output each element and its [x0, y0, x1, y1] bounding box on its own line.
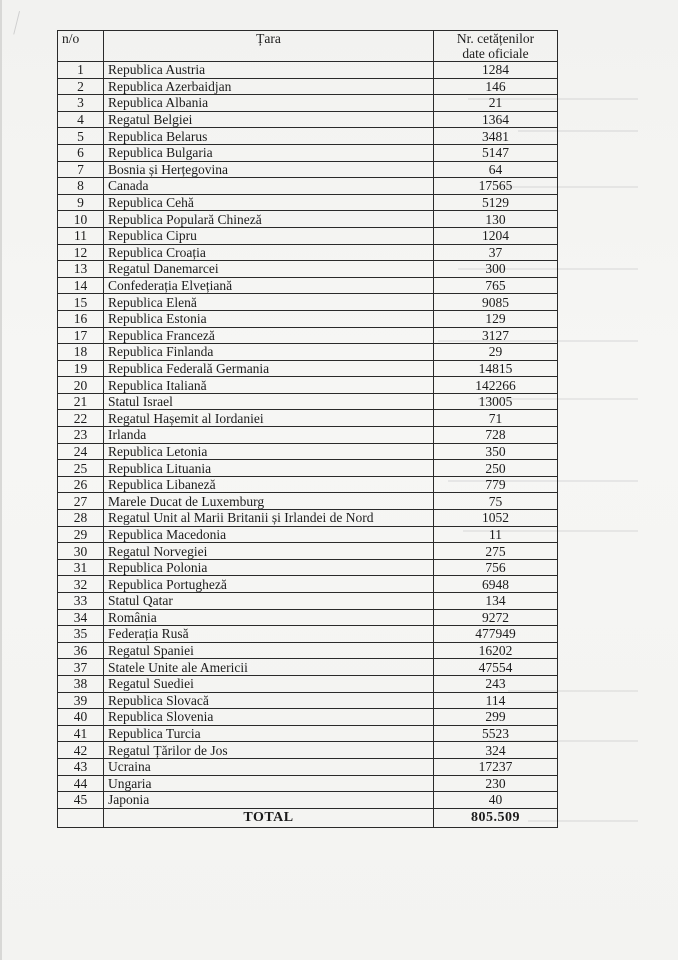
- row-country: Republica Libaneză: [104, 476, 434, 493]
- table-row: [58, 709, 558, 726]
- row-number: 9: [58, 194, 104, 211]
- row-count: 1284: [434, 62, 558, 79]
- row-count: 324: [434, 742, 558, 759]
- row-number: 15: [58, 294, 104, 311]
- row-number: 25: [58, 460, 104, 477]
- total-blank-cell: [58, 808, 104, 827]
- citizens-table: [57, 30, 558, 828]
- row-country: Regatul Suediei: [104, 675, 434, 692]
- row-number: 32: [58, 576, 104, 593]
- row-country: Republica Finlanda: [104, 344, 434, 361]
- row-country: Republica Franceză: [104, 327, 434, 344]
- row-country: Confederația Elvețiană: [104, 277, 434, 294]
- table-row: [58, 659, 558, 676]
- row-count: 146: [434, 78, 558, 95]
- row-number: 20: [58, 377, 104, 394]
- table-row: [58, 758, 558, 775]
- row-count: 114: [434, 692, 558, 709]
- row-number: 44: [58, 775, 104, 792]
- row-number: 34: [58, 609, 104, 626]
- row-number: 40: [58, 709, 104, 726]
- table-row: [58, 510, 558, 527]
- row-country: Statele Unite ale Americii: [104, 659, 434, 676]
- row-country: Irlanda: [104, 427, 434, 444]
- table-row: [58, 360, 558, 377]
- row-number: 6: [58, 144, 104, 161]
- table-row: [58, 95, 558, 112]
- row-count: 243: [434, 675, 558, 692]
- row-count: 756: [434, 559, 558, 576]
- row-count: 5523: [434, 725, 558, 742]
- row-number: 14: [58, 277, 104, 294]
- row-count: 13005: [434, 393, 558, 410]
- row-number: 30: [58, 543, 104, 560]
- table-row: [58, 692, 558, 709]
- row-number: 23: [58, 427, 104, 444]
- header-count-line1: Nr. cetățenilor: [456, 31, 535, 46]
- row-number: 26: [58, 476, 104, 493]
- row-number: 31: [58, 559, 104, 576]
- table-row: [58, 775, 558, 792]
- row-number: 16: [58, 310, 104, 327]
- row-country: Ucraina: [104, 758, 434, 775]
- header-count-line2: date oficiale: [462, 46, 529, 61]
- table-row: [58, 476, 558, 493]
- row-number: 35: [58, 626, 104, 643]
- row-number: 21: [58, 393, 104, 410]
- row-country: Regatul Unit al Marii Britanii și Irlandei de Nord: [104, 510, 434, 527]
- row-number: 10: [58, 211, 104, 228]
- row-country: Republica Turcia: [104, 725, 434, 742]
- row-country: Republica Cehă: [104, 194, 434, 211]
- row-country: Republica Albania: [104, 95, 434, 112]
- row-number: 8: [58, 178, 104, 195]
- row-count: 5129: [434, 194, 558, 211]
- row-country: Republica Cipru: [104, 227, 434, 244]
- row-number: 29: [58, 526, 104, 543]
- row-count: 17237: [434, 758, 558, 775]
- row-country: Marele Ducat de Luxemburg: [104, 493, 434, 510]
- row-count: 29: [434, 344, 558, 361]
- table-row: [58, 310, 558, 327]
- row-count: 142266: [434, 377, 558, 394]
- table-row: [58, 443, 558, 460]
- row-number: 19: [58, 360, 104, 377]
- row-number: 45: [58, 792, 104, 809]
- row-number: 37: [58, 659, 104, 676]
- row-country: Regatul Spaniei: [104, 642, 434, 659]
- row-country: Republica Letonia: [104, 443, 434, 460]
- row-country: Republica Polonia: [104, 559, 434, 576]
- row-count: 129: [434, 310, 558, 327]
- row-count: 250: [434, 460, 558, 477]
- table-row: [58, 410, 558, 427]
- row-count: 134: [434, 593, 558, 610]
- table-row: [58, 144, 558, 161]
- row-country: Republica Bulgaria: [104, 144, 434, 161]
- table-row: [58, 593, 558, 610]
- table-row: [58, 609, 558, 626]
- row-country: Republica Italiană: [104, 377, 434, 394]
- table-row: [58, 62, 558, 79]
- row-number: 1: [58, 62, 104, 79]
- row-count: 477949: [434, 626, 558, 643]
- row-number: 22: [58, 410, 104, 427]
- row-count: 350: [434, 443, 558, 460]
- row-count: 5147: [434, 144, 558, 161]
- table-row: [58, 194, 558, 211]
- row-number: 33: [58, 593, 104, 610]
- row-number: 18: [58, 344, 104, 361]
- row-number: 39: [58, 692, 104, 709]
- row-count: 300: [434, 261, 558, 278]
- row-country: Statul Israel: [104, 393, 434, 410]
- total-label: TOTAL: [104, 808, 434, 827]
- row-number: 12: [58, 244, 104, 261]
- row-count: 1204: [434, 227, 558, 244]
- row-country: Bosnia și Herțegovina: [104, 161, 434, 178]
- row-country: Republica Federală Germania: [104, 360, 434, 377]
- row-country: Regatul Țărilor de Jos: [104, 742, 434, 759]
- row-count: 11: [434, 526, 558, 543]
- header-nr: n/o: [58, 31, 104, 62]
- header-count: [434, 31, 558, 62]
- row-country: Republica Estonia: [104, 310, 434, 327]
- row-count: 765: [434, 277, 558, 294]
- row-number: 7: [58, 161, 104, 178]
- table-row: [58, 460, 558, 477]
- row-country: Canada: [104, 178, 434, 195]
- row-count: 728: [434, 427, 558, 444]
- table-row: [58, 294, 558, 311]
- total-value: 805.509: [434, 808, 558, 827]
- row-count: 71: [434, 410, 558, 427]
- row-count: 75: [434, 493, 558, 510]
- table-row: [58, 675, 558, 692]
- row-country: România: [104, 609, 434, 626]
- row-count: 21: [434, 95, 558, 112]
- table-row: [58, 128, 558, 145]
- table-row: [58, 244, 558, 261]
- row-country: Republica Belarus: [104, 128, 434, 145]
- row-count: 1052: [434, 510, 558, 527]
- row-number: 42: [58, 742, 104, 759]
- table-row: [58, 227, 558, 244]
- row-country: Republica Macedonia: [104, 526, 434, 543]
- row-count: 9085: [434, 294, 558, 311]
- row-count: 3481: [434, 128, 558, 145]
- row-number: 5: [58, 128, 104, 145]
- table-row: [58, 626, 558, 643]
- row-country: Republica Lituania: [104, 460, 434, 477]
- table-header-row: [58, 31, 558, 62]
- total-row: [58, 808, 558, 827]
- table-row: [58, 277, 558, 294]
- row-country: Republica Populară Chineză: [104, 211, 434, 228]
- row-number: 36: [58, 642, 104, 659]
- pen-mark: [13, 11, 29, 37]
- row-country: Regatul Hașemit al Iordaniei: [104, 410, 434, 427]
- row-count: 40: [434, 792, 558, 809]
- table-row: [58, 78, 558, 95]
- row-country: Republica Elenă: [104, 294, 434, 311]
- row-number: 3: [58, 95, 104, 112]
- table-row: [58, 111, 558, 128]
- page-edge-shadow: [0, 0, 2, 960]
- row-country: Republica Austria: [104, 62, 434, 79]
- row-country: Japonia: [104, 792, 434, 809]
- row-count: 779: [434, 476, 558, 493]
- table-row: [58, 792, 558, 809]
- table-row: [58, 543, 558, 560]
- row-country: Federația Rusă: [104, 626, 434, 643]
- table-row: [58, 261, 558, 278]
- header-country: Țara: [104, 31, 434, 62]
- row-country: Republica Azerbaidjan: [104, 78, 434, 95]
- row-number: 2: [58, 78, 104, 95]
- table-row: [58, 178, 558, 195]
- row-count: 275: [434, 543, 558, 560]
- table-row: [58, 725, 558, 742]
- table-row: [58, 526, 558, 543]
- table-row: [58, 327, 558, 344]
- row-count: 1364: [434, 111, 558, 128]
- table-row: [58, 377, 558, 394]
- row-count: 64: [434, 161, 558, 178]
- row-number: 24: [58, 443, 104, 460]
- row-country: Republica Portugheză: [104, 576, 434, 593]
- row-count: 3127: [434, 327, 558, 344]
- table-row: [58, 642, 558, 659]
- table-row: [58, 493, 558, 510]
- table-body: [58, 62, 558, 809]
- table-row: [58, 393, 558, 410]
- row-number: 28: [58, 510, 104, 527]
- row-number: 4: [58, 111, 104, 128]
- row-country: Republica Croația: [104, 244, 434, 261]
- table-row: [58, 211, 558, 228]
- row-number: 13: [58, 261, 104, 278]
- row-country: Ungaria: [104, 775, 434, 792]
- row-number: 27: [58, 493, 104, 510]
- row-count: 6948: [434, 576, 558, 593]
- table-row: [58, 161, 558, 178]
- table-row: [58, 742, 558, 759]
- row-country: Statul Qatar: [104, 593, 434, 610]
- row-count: 16202: [434, 642, 558, 659]
- row-country: Republica Slovacă: [104, 692, 434, 709]
- row-number: 43: [58, 758, 104, 775]
- row-count: 230: [434, 775, 558, 792]
- row-number: 38: [58, 675, 104, 692]
- row-number: 11: [58, 227, 104, 244]
- table-row: [58, 344, 558, 361]
- row-number: 17: [58, 327, 104, 344]
- row-count: 14815: [434, 360, 558, 377]
- row-count: 130: [434, 211, 558, 228]
- table-row: [58, 559, 558, 576]
- row-count: 299: [434, 709, 558, 726]
- row-count: 17565: [434, 178, 558, 195]
- row-count: 9272: [434, 609, 558, 626]
- row-country: Regatul Belgiei: [104, 111, 434, 128]
- row-country: Regatul Norvegiei: [104, 543, 434, 560]
- table-row: [58, 427, 558, 444]
- row-country: Republica Slovenia: [104, 709, 434, 726]
- row-number: 41: [58, 725, 104, 742]
- row-country: Regatul Danemarcei: [104, 261, 434, 278]
- row-count: 37: [434, 244, 558, 261]
- table-row: [58, 576, 558, 593]
- row-count: 47554: [434, 659, 558, 676]
